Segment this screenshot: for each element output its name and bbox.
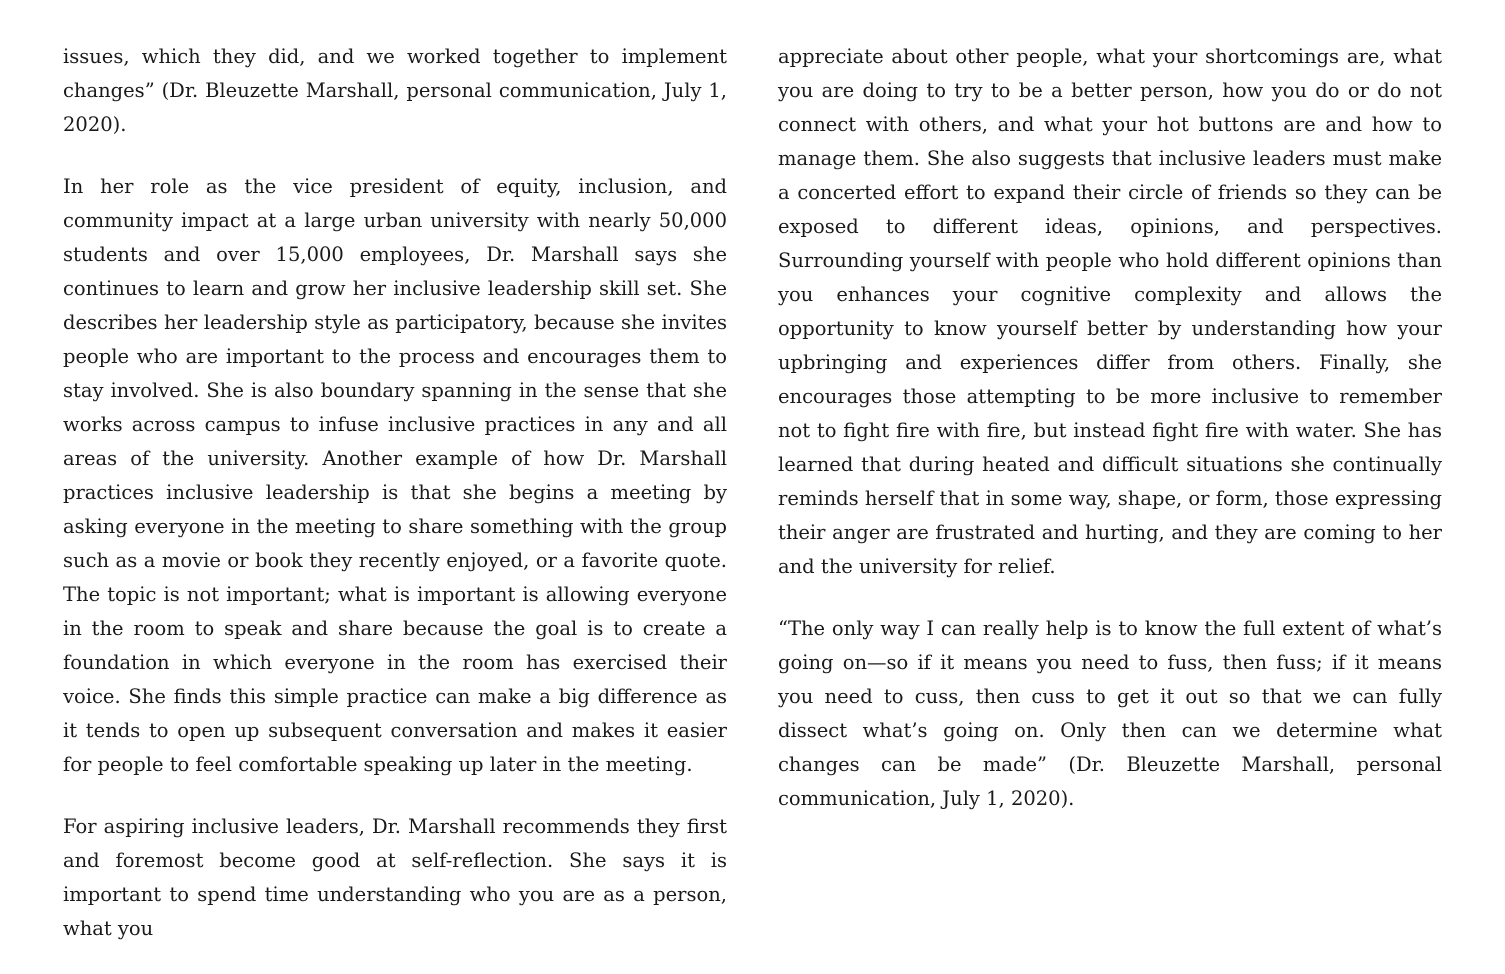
paragraph-self-reflection: appreciate about other people, what your shortcomings are, what you are doing to try to be a better person, how you do or do not connect with others, and what your hot buttons are and how to manage them. She also suggests that inclusive leaders must make a concerted effort to expand their circle of friends so they can be exposed to different ideas, opinions, and perspectives. Surrounding yourself with people who hold different opinions than you enhances your cognitive complexity and allows the opportunity to know yourself better by understanding how your upbringing and experiences differ from others. Finally, she encourages those attempting to be more inclusive to remember not to fight fire with fire, but instead fight fire with water. She has learned that during heated and difficult situations she continually reminds herself that in some way, shape, or form, those expressing their anger are frustrated and hurting, and they are coming to her and the university for relief. bbox=[778, 45, 1442, 578]
right-column bbox=[778, 40, 1442, 844]
paragraph-role-description: In her role as the vice president of equity, inclusion, and community impact at a large urban university with nearly 50,000 students and over 15,000 employees, Dr. Marshall says she continues to learn and grow her inclusive leadership skill set. She describes her leadership style as participatory, because she invites people who are important to the process and encourages them to stay involved. She is also boundary spanning in the sense that she works across campus to infuse inclusive practices in any and all areas of the university. Another example of how Dr. Marshall practices inclusive leadership is that she begins a meeting by asking everyone in the meeting to share something with the group such as a movie or book they recently enjoyed, or a favorite quote. The topic is not important; what is important is allowing everyone in the room to speak and share because the goal is to create a foundation in which everyone in the room has exercised their voice. She finds this simple practice can make a big difference as it tends to open up subsequent conversation and makes it easier for people to feel comfortable speaking up later in the meeting. bbox=[63, 175, 727, 776]
left-column bbox=[63, 40, 727, 974]
paragraph-aspiring-leaders: For aspiring inclusive leaders, Dr. Marshall recommends they first and foremost become good at self-reflection. She says it is important to spend time understanding who you are as a person, what you bbox=[63, 815, 727, 940]
paragraph-closing-quote: “The only way I can really help is to know the full extent of what’s going on—so if it means you need to fuss, then fuss; if it means you need to cuss, then cuss to get it out so that we can fully dissect what’s going on. Only then can we determine what changes can be made” (Dr. Bleuzette Marshall, personal communication, July 1, 2020). bbox=[778, 617, 1442, 810]
paragraph-continued-quote: issues, which they did, and we worked together to implement changes” (Dr. Bleuzette Marshall, personal communication, July 1, 2020). bbox=[63, 45, 727, 136]
